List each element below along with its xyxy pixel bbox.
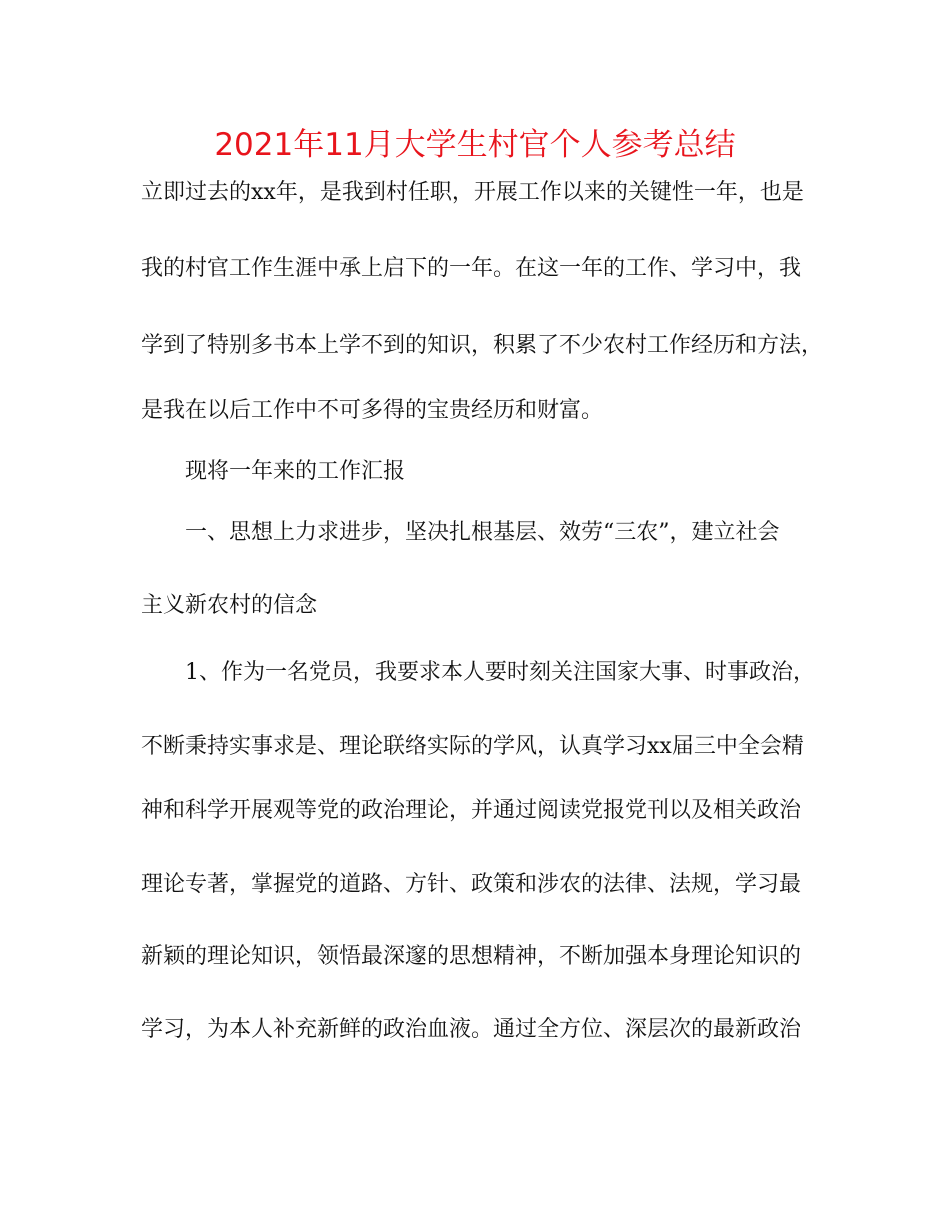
paragraph-line: 1、作为一名党员，我要求本人要时刻关注国家大事、时事政治， <box>185 660 815 685</box>
paragraph-line: 理论专著，掌握党的道路、方针、政策和涉农的法律、法规，学习最 <box>141 872 802 897</box>
paragraph-line: 主义新农村的信念 <box>141 593 318 618</box>
paragraph-line: 是我在以后工作中不可多得的宝贵经历和财富。 <box>141 398 604 423</box>
paragraph-line: 学到了特别多书本上学不到的知识，积累了不少农村工作经历和方法， <box>141 333 824 358</box>
paragraph-line: 新颖的理论知识，领悟最深邃的思想精神，不断加强本身理论知识的 <box>141 944 802 969</box>
paragraph-line: 神和科学开展观等党的政治理论，并通过阅读党报党刊以及相关政治 <box>141 798 802 823</box>
paragraph-line: 现将一年来的工作汇报 <box>185 459 406 484</box>
paragraph-line: 不断秉持实事求是、理论联络实际的学风，认真学习xx届三中全会精 <box>141 734 804 759</box>
paragraph-line: 我的村官工作生涯中承上启下的一年。在这一年的工作、学习中，我 <box>141 256 802 281</box>
paragraph-line: 一、思想上力求进步，坚决扎根基层、效劳“三农”，建立社会 <box>185 520 780 545</box>
paragraph-line: 立即过去的xx年，是我到村任职，开展工作以来的关键性一年，也是 <box>141 180 804 205</box>
document-title: 2021年11月大学生村官个人参考总结 <box>214 127 736 163</box>
paragraph-line: 学习，为本人补充新鲜的政治血液。通过全方位、深层次的最新政治 <box>141 1017 802 1042</box>
